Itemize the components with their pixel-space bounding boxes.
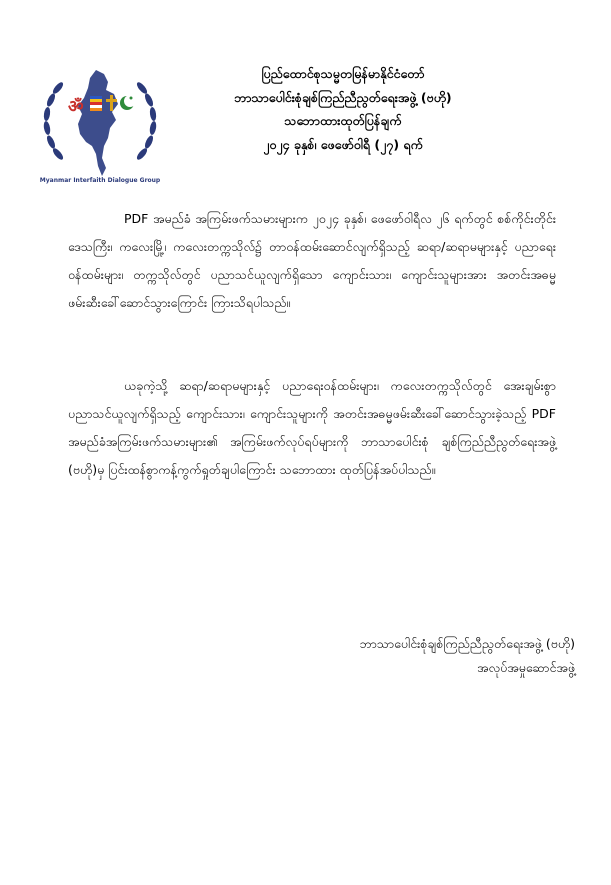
logo-caption: Myanmar Interfaith Dialogue Group	[39, 177, 161, 184]
signature-committee: အလုပ်အမှုဆောင်အဖွဲ့	[476, 660, 575, 675]
myanmar-map-icon	[78, 70, 118, 176]
body-paragraph-2: ယခုကဲ့သို့ ဆရာ/ဆရာမများနှင့် ပညာရေးဝန်ထမ်းများ၊ ကလေးတက္ကသိုလ်တွင် အေးချမ်းစွာ ပညာသင်ယူလျက်ရှိသည့် ကျောင်းသား၊ ကျောင်းသူများကို အတင်းအဓမ္မဖမ်းဆီးခေါ်ဆောင်သွားခဲ့သည့် PDF အမည်ခံအကြမ်းဖက်သမားများ၏ အကြမ်းဖက်လုပ်ရပ်များကို ဘာသာပေါင်းစုံ ချစ်ကြည်ညီညွတ်ရေးအဖွဲ့ (ဗဟို)မှ ပြင်းထန်စွာကန့်ကွက်ရှုတ်ချပါကြောင်း သဘောထား ထုတ်ပြန်အပ်ပါသည်။	[68, 378, 556, 477]
signature-block	[360, 632, 575, 680]
body-paragraph-1: PDF အမည်ခံ အကြမ်းဖက်သမားများက ၂၀၂၄ ခုနှစ်၊ ဖေဖော်ဝါရီလ ၂၆ ရက်တွင် စစ်ကိုင်းတိုင်းဒေသကြီး၊ ကလေးမြို့၊ ကလေးတက္ကသိုလ်၌ တာဝန်ထမ်းဆောင်လျက်ရှိသည့် ဆရာ/ဆရာမများနှင့် ပညာရေးဝန်ထမ်းများ၊ တက္ကသိုလ်တွင် ပညာသင်ယူလျက်ရှိသော ကျောင်းသား၊ ကျောင်းသူများအား အတင်းအဓမ္မ ဖမ်းဆီးခေါ်ဆောင်သွားကြောင်း ကြားသိရပါသည်။	[68, 211, 556, 310]
header-organization-line: ဘာသာပေါင်းစုံချစ်ကြည်ညီညွတ်ရေးအဖွဲ့ (ဗဟို)	[234, 89, 452, 105]
header-date-line: ၂၀၂၄ ခုနှစ်၊ ဖေဖော်ဝါရီ (၂၇) ရက်	[263, 136, 423, 152]
header-country-line: ပြည်ထောင်စုသမ္မတမြန်မာနိုင်ငံတော်	[261, 66, 425, 81]
om-symbol-icon: ॐ	[68, 97, 84, 117]
header-statement-title: သဘောထားထုတ်ပြန်ချက်	[284, 113, 402, 128]
interfaith-emblem-icon	[38, 62, 162, 186]
organization-logo	[38, 62, 162, 186]
buddhist-flag-icon	[90, 96, 102, 111]
crescent-star-icon	[120, 95, 136, 110]
document-header	[178, 64, 508, 158]
signature-organization: ဘာသာပေါင်းစုံချစ်ကြည်ညီညွတ်ရေးအဖွဲ့ (ဗဟို)	[359, 636, 575, 651]
